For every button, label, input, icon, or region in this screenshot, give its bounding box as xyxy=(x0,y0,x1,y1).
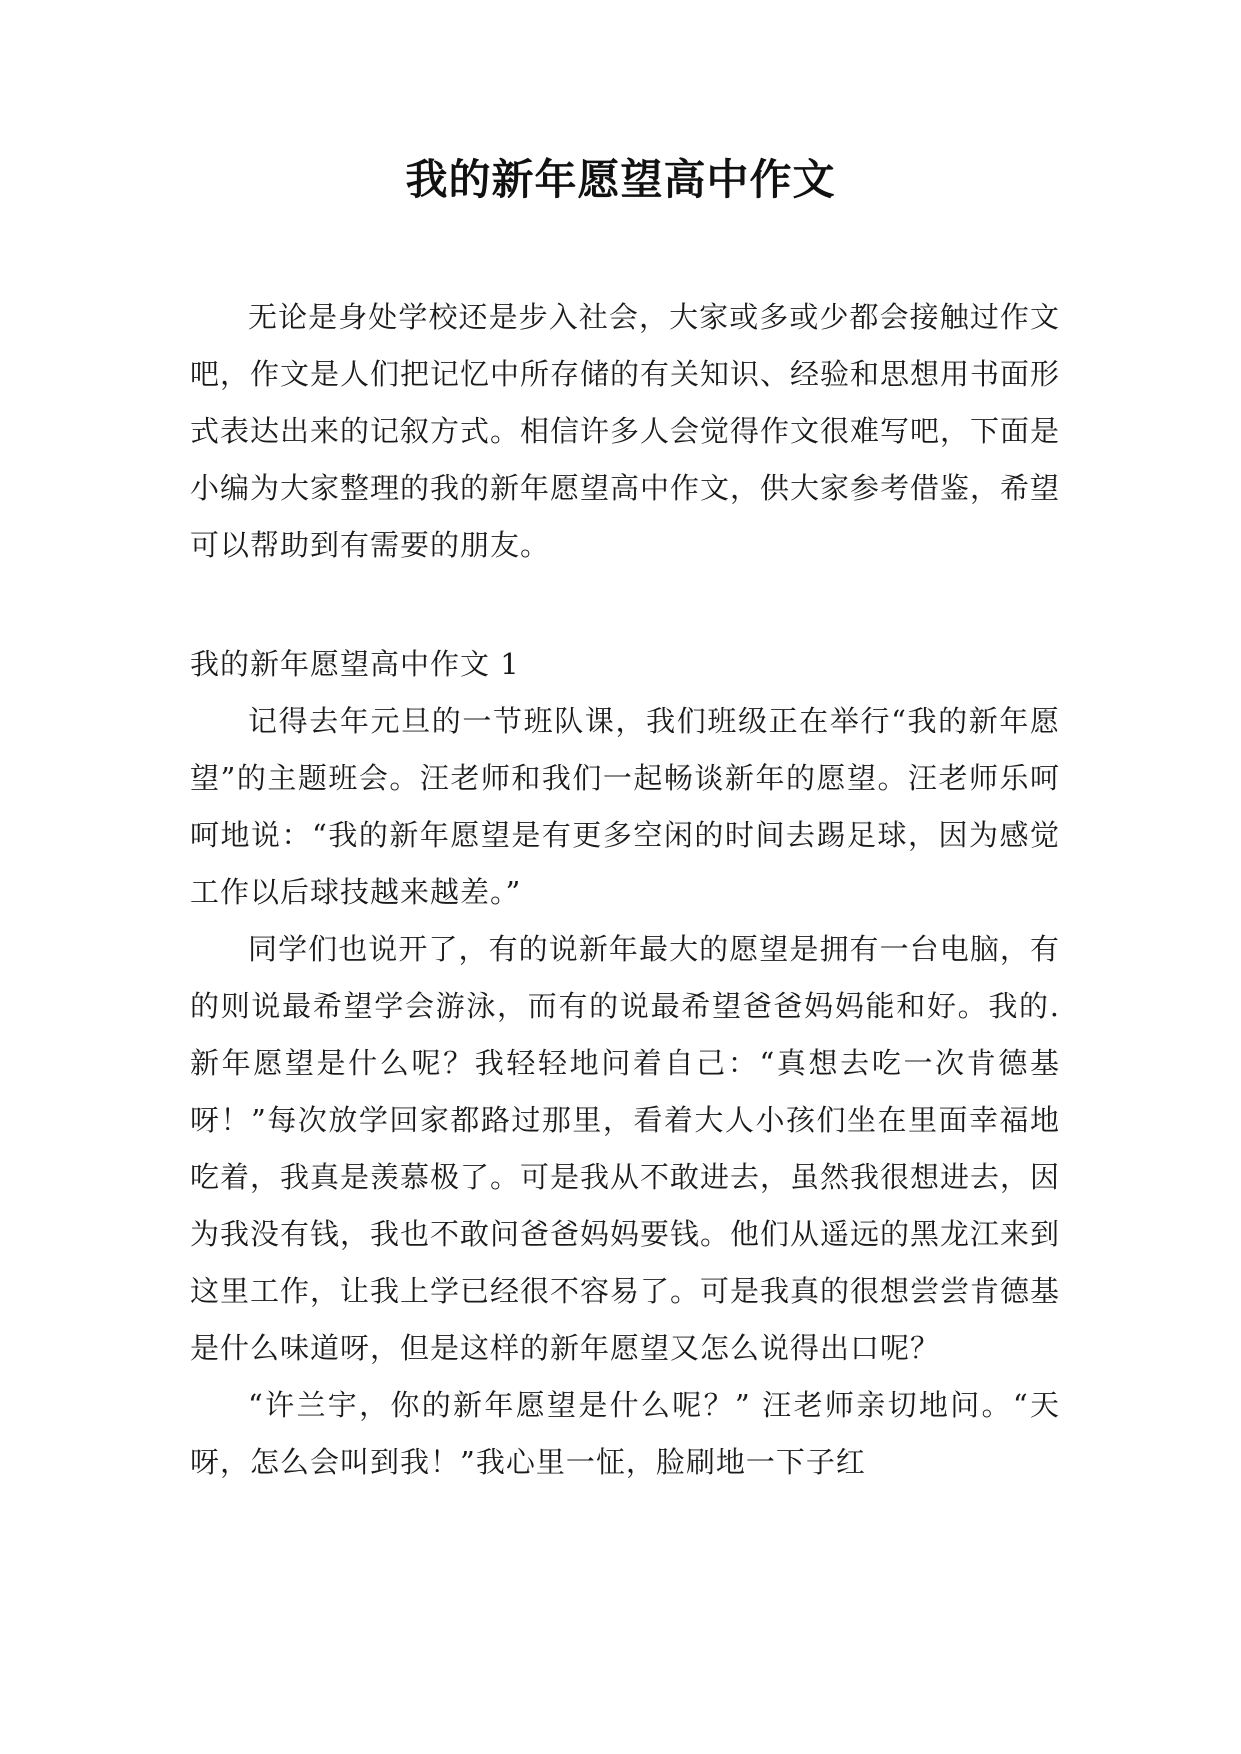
essay-section xyxy=(190,636,1060,1491)
intro-block xyxy=(190,289,1060,574)
essay-paragraph-3: “许兰宇，你的新年愿望是什么呢？” 汪老师亲切地问。“天呀，怎么会叫到我！”我心里一怔，脸刷地一下子红 xyxy=(190,1388,1060,1479)
essay-paragraph-1: 记得去年元旦的一节班队课，我们班级正在举行“我的新年愿望”的主题班会。汪老师和我们一起畅谈新年的愿望。汪老师乐呵呵地说：“我的新年愿望是有更多空闲的时间去踢足球，因为感觉工作以后球技越来越差。” xyxy=(190,704,1060,909)
essay-paragraph-2: 同学们也说开了，有的说新年最大的愿望是拥有一台电脑，有的则说最希望学会游泳，而有的说最希望爸爸妈妈能和好。我的.新年愿望是什么呢？我轻轻地问着自己：“真想去吃一次肯德基呀！”每次放学回家都路过那里，看着大人小孩们坐在里面幸福地吃着，我真是羡慕极了。可是我从不敢进去，虽然我很想进去，因为我没有钱，我也不敢问爸爸妈妈要钱。他们从遥远的黑龙江来到这里工作，让我上学已经很不容易了。可是我真的很想尝尝肯德基是什么味道呀，但是这样的新年愿望又怎么说得出口呢？ xyxy=(190,932,1061,1365)
document-title: 我的新年愿望高中作文 xyxy=(405,155,836,204)
section-heading: 我的新年愿望高中作文 1 xyxy=(190,647,520,681)
intro-paragraph: 无论是身处学校还是步入社会，大家或多或少都会接触过作文吧，作文是人们把记忆中所存储的有关知识、经验和思想用书面形式表达出来的记叙方式。相信许多人会觉得作文很难写吧，下面是小编为大家整理的我的新年愿望高中作文，供大家参考借鉴，希望可以帮助到有需要的朋友。 xyxy=(190,300,1061,562)
